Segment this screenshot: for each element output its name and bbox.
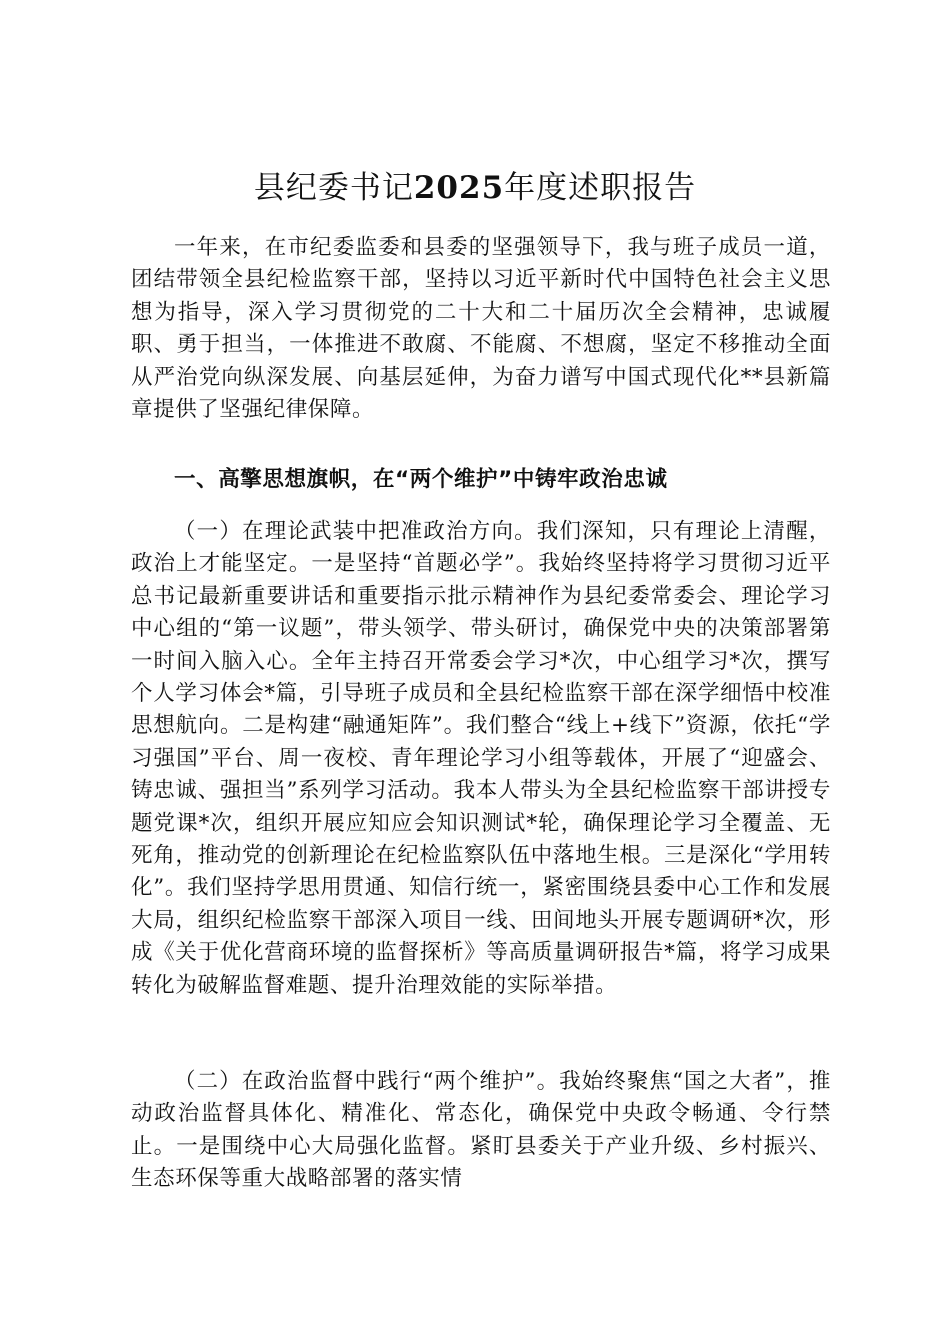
title-prefix: 县纪委书记 [253, 170, 414, 206]
section-paragraph-2: （二）在政治监督中践行“两个维护”。我始终聚焦“国之大者”，推动政治监督具体化、精准化、常态化，确保党中央政令畅通、令行禁止。一是围绕中心大局强化监督。紧盯县委关于产业升级、乡村振兴、生态环保等重大战略部署的落实情 [131, 1069, 831, 1192]
document-title [0, 166, 950, 210]
title-year: 2025 [413, 170, 505, 206]
title-suffix: 年度述职报告 [504, 170, 697, 206]
intro-paragraph: 一年来，在市纪委监委和县委的坚强领导下，我与班子成员一道，团结带领全县纪检监察干部，坚持以习近平新时代中国特色社会主义思想为指导，深入学习贯彻党的二十大和二十届历次全会精神，忠诚履职、勇于担当，一体推进不敢腐、不能腐、不想腐，坚定不移推动全面从严治党向纵深发展、向基层延伸，为奋力谱写中国式现代化**县新篇章提供了坚强纪律保障。 [131, 235, 831, 423]
section-heading: 一、高擎思想旗帜，在“两个维护”中铸牢政治忠诚 [174, 467, 668, 492]
section-paragraph-1: （一）在理论武装中把准政治方向。我们深知，只有理论上清醒，政治上才能坚定。一是坚持“首题必学”。我始终坚持将学习贯彻习近平总书记最新重要讲话和重要指示批示精神作为县纪委常委会、理论学习中心组的“第一议题”，带头领学、带头研讨，确保党中央的决策部署第一时间入脑入心。全年主持召开常委会学习*次，中心组学习*次，撰写个人学习体会*篇，引导班子成员和全县纪检监察干部在深学细悟中校准思想航向。二是构建“融通矩阵”。我们整合“线上+线下”资源，依托“学习强国”平台、周一夜校、青年理论学习小组等载体，开展了“迎盛会、铸忠诚、强担当”系列学习活动。我本人带头为全县纪检监察干部讲授专题党课*次，组织开展应知应会知识测试*轮，确保理论学习全覆盖、无死角，推动党的创新理论在纪检监察队伍中落地生根。三是深化“学用转化”。我们坚持学思用贯通、知信行统一，紧密围绕县委中心工作和发展大局，组织纪检监察干部深入项目一线、田间地头开展专题调研*次，形成《关于优化营商环境的监督探析》等高质量调研报告*篇，将学习成果转化为破解监督难题、提升治理效能的实际举措。 [131, 519, 831, 998]
